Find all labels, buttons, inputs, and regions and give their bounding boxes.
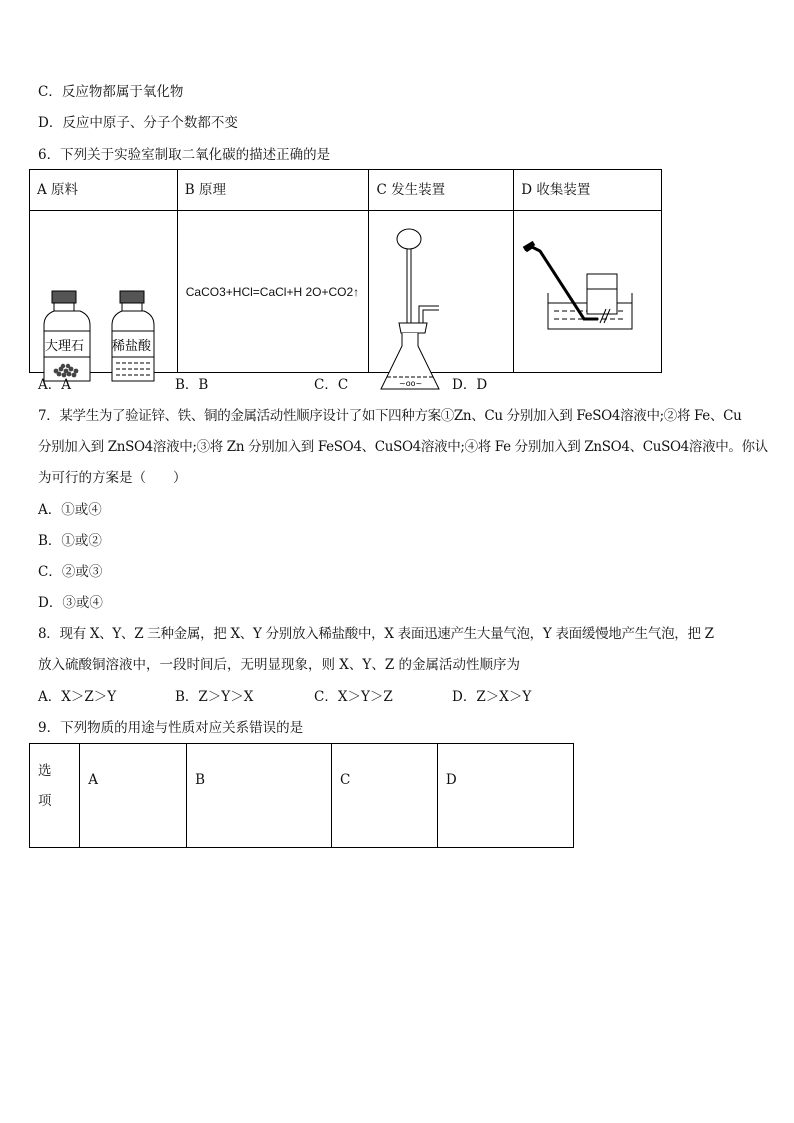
q6-option-c: C．C bbox=[314, 377, 349, 393]
q6-cell-collector bbox=[514, 211, 662, 373]
q7-stem-line3: 为可行的方案是（ ） bbox=[38, 470, 187, 486]
q6-stem: 6．下列关于实验室制取二氧化碳的描述正确的是 bbox=[38, 147, 331, 163]
q8-option-c: C．X＞Y＞Z bbox=[314, 689, 393, 705]
q8-stem-line2: 放入硫酸铜溶液中，一段时间后，无明显现象，则 X、Y、Z 的金属活动性顺序为 bbox=[38, 657, 520, 673]
q7-option-d: D．③或④ bbox=[38, 595, 103, 611]
hydrochloric-acid-bottle bbox=[112, 291, 154, 381]
q7-stem-line1: 7．某学生为了验证锌、铁、铜的金属活动性顺序设计了如下四种方案①Zn、Cu 分别加入到 FeSO4溶液中;②将 Fe、Cu bbox=[38, 408, 742, 424]
q7-option-a: A．①或④ bbox=[38, 502, 102, 518]
q7-option-c: C．②或③ bbox=[38, 564, 103, 580]
q6-header-c: C 发生装置 bbox=[369, 170, 514, 211]
q7-option-b: B．①或② bbox=[38, 533, 102, 549]
q9-row-label-line1: 选 bbox=[38, 763, 52, 779]
q6-header-a: A 原料 bbox=[30, 170, 178, 211]
gas-collection-figure bbox=[514, 211, 655, 368]
q8-option-b: B．Z＞Y＞X bbox=[175, 689, 254, 705]
q5-option-d: D．反应中原子、分子个数都不变 bbox=[38, 115, 238, 131]
q8-option-d: D．Z＞X＞Y bbox=[452, 689, 532, 705]
q6-header-b: B 原理 bbox=[177, 170, 369, 211]
svg-text:~oo~: ~oo~ bbox=[399, 379, 423, 388]
q9-stem: 9．下列物质的用途与性质对应关系错误的是 bbox=[38, 720, 304, 736]
q7-stem-line2: 分别加入到 ZnSO4溶液中;③将 Zn 分别加入到 FeSO4、CuSO4溶液中;④将 Fe 分别加入到 ZnSO4、CuSO4溶液中。你认 bbox=[38, 439, 768, 455]
q5-option-c: C．反应物都属于氧化物 bbox=[38, 84, 184, 100]
q8-options bbox=[38, 687, 738, 707]
q9-row-label-line2: 项 bbox=[38, 793, 52, 809]
q6-option-b: B．B bbox=[175, 377, 209, 393]
reagent-bottles-figure bbox=[30, 211, 171, 368]
q8-stem-line1: 8．现有 X、Y、Z 三种金属，把 X、Y 分别放入稀盐酸中，X 表面迅速产生大量气泡，Y 表面缓慢地产生气泡，把 Z bbox=[38, 626, 714, 642]
q6-options bbox=[38, 375, 738, 395]
q9-col-b: B bbox=[187, 744, 332, 848]
q9-col-d: D bbox=[437, 744, 573, 848]
q6-header-d: D 收集装置 bbox=[514, 170, 662, 211]
q8-option-a: A．X＞Z＞Y bbox=[38, 689, 117, 705]
q6-cell-materials bbox=[30, 211, 178, 373]
q6-option-d: D．D bbox=[452, 377, 488, 393]
q9-col-a: A bbox=[80, 744, 187, 848]
q6-cell-principle bbox=[177, 211, 369, 373]
marble-bottle bbox=[44, 291, 90, 381]
bottle-label-hcl: 稀盐酸 bbox=[112, 339, 152, 354]
q9-row-label bbox=[30, 744, 80, 848]
q6-option-a: A．A bbox=[38, 377, 71, 393]
q9-col-c: C bbox=[331, 744, 437, 848]
bottle-label-marble: 大理石 bbox=[45, 339, 85, 354]
q9-table bbox=[29, 743, 574, 848]
reaction-equation: CaCO3+HCl=CaCl+H 2O+CO2↑ bbox=[185, 284, 360, 299]
